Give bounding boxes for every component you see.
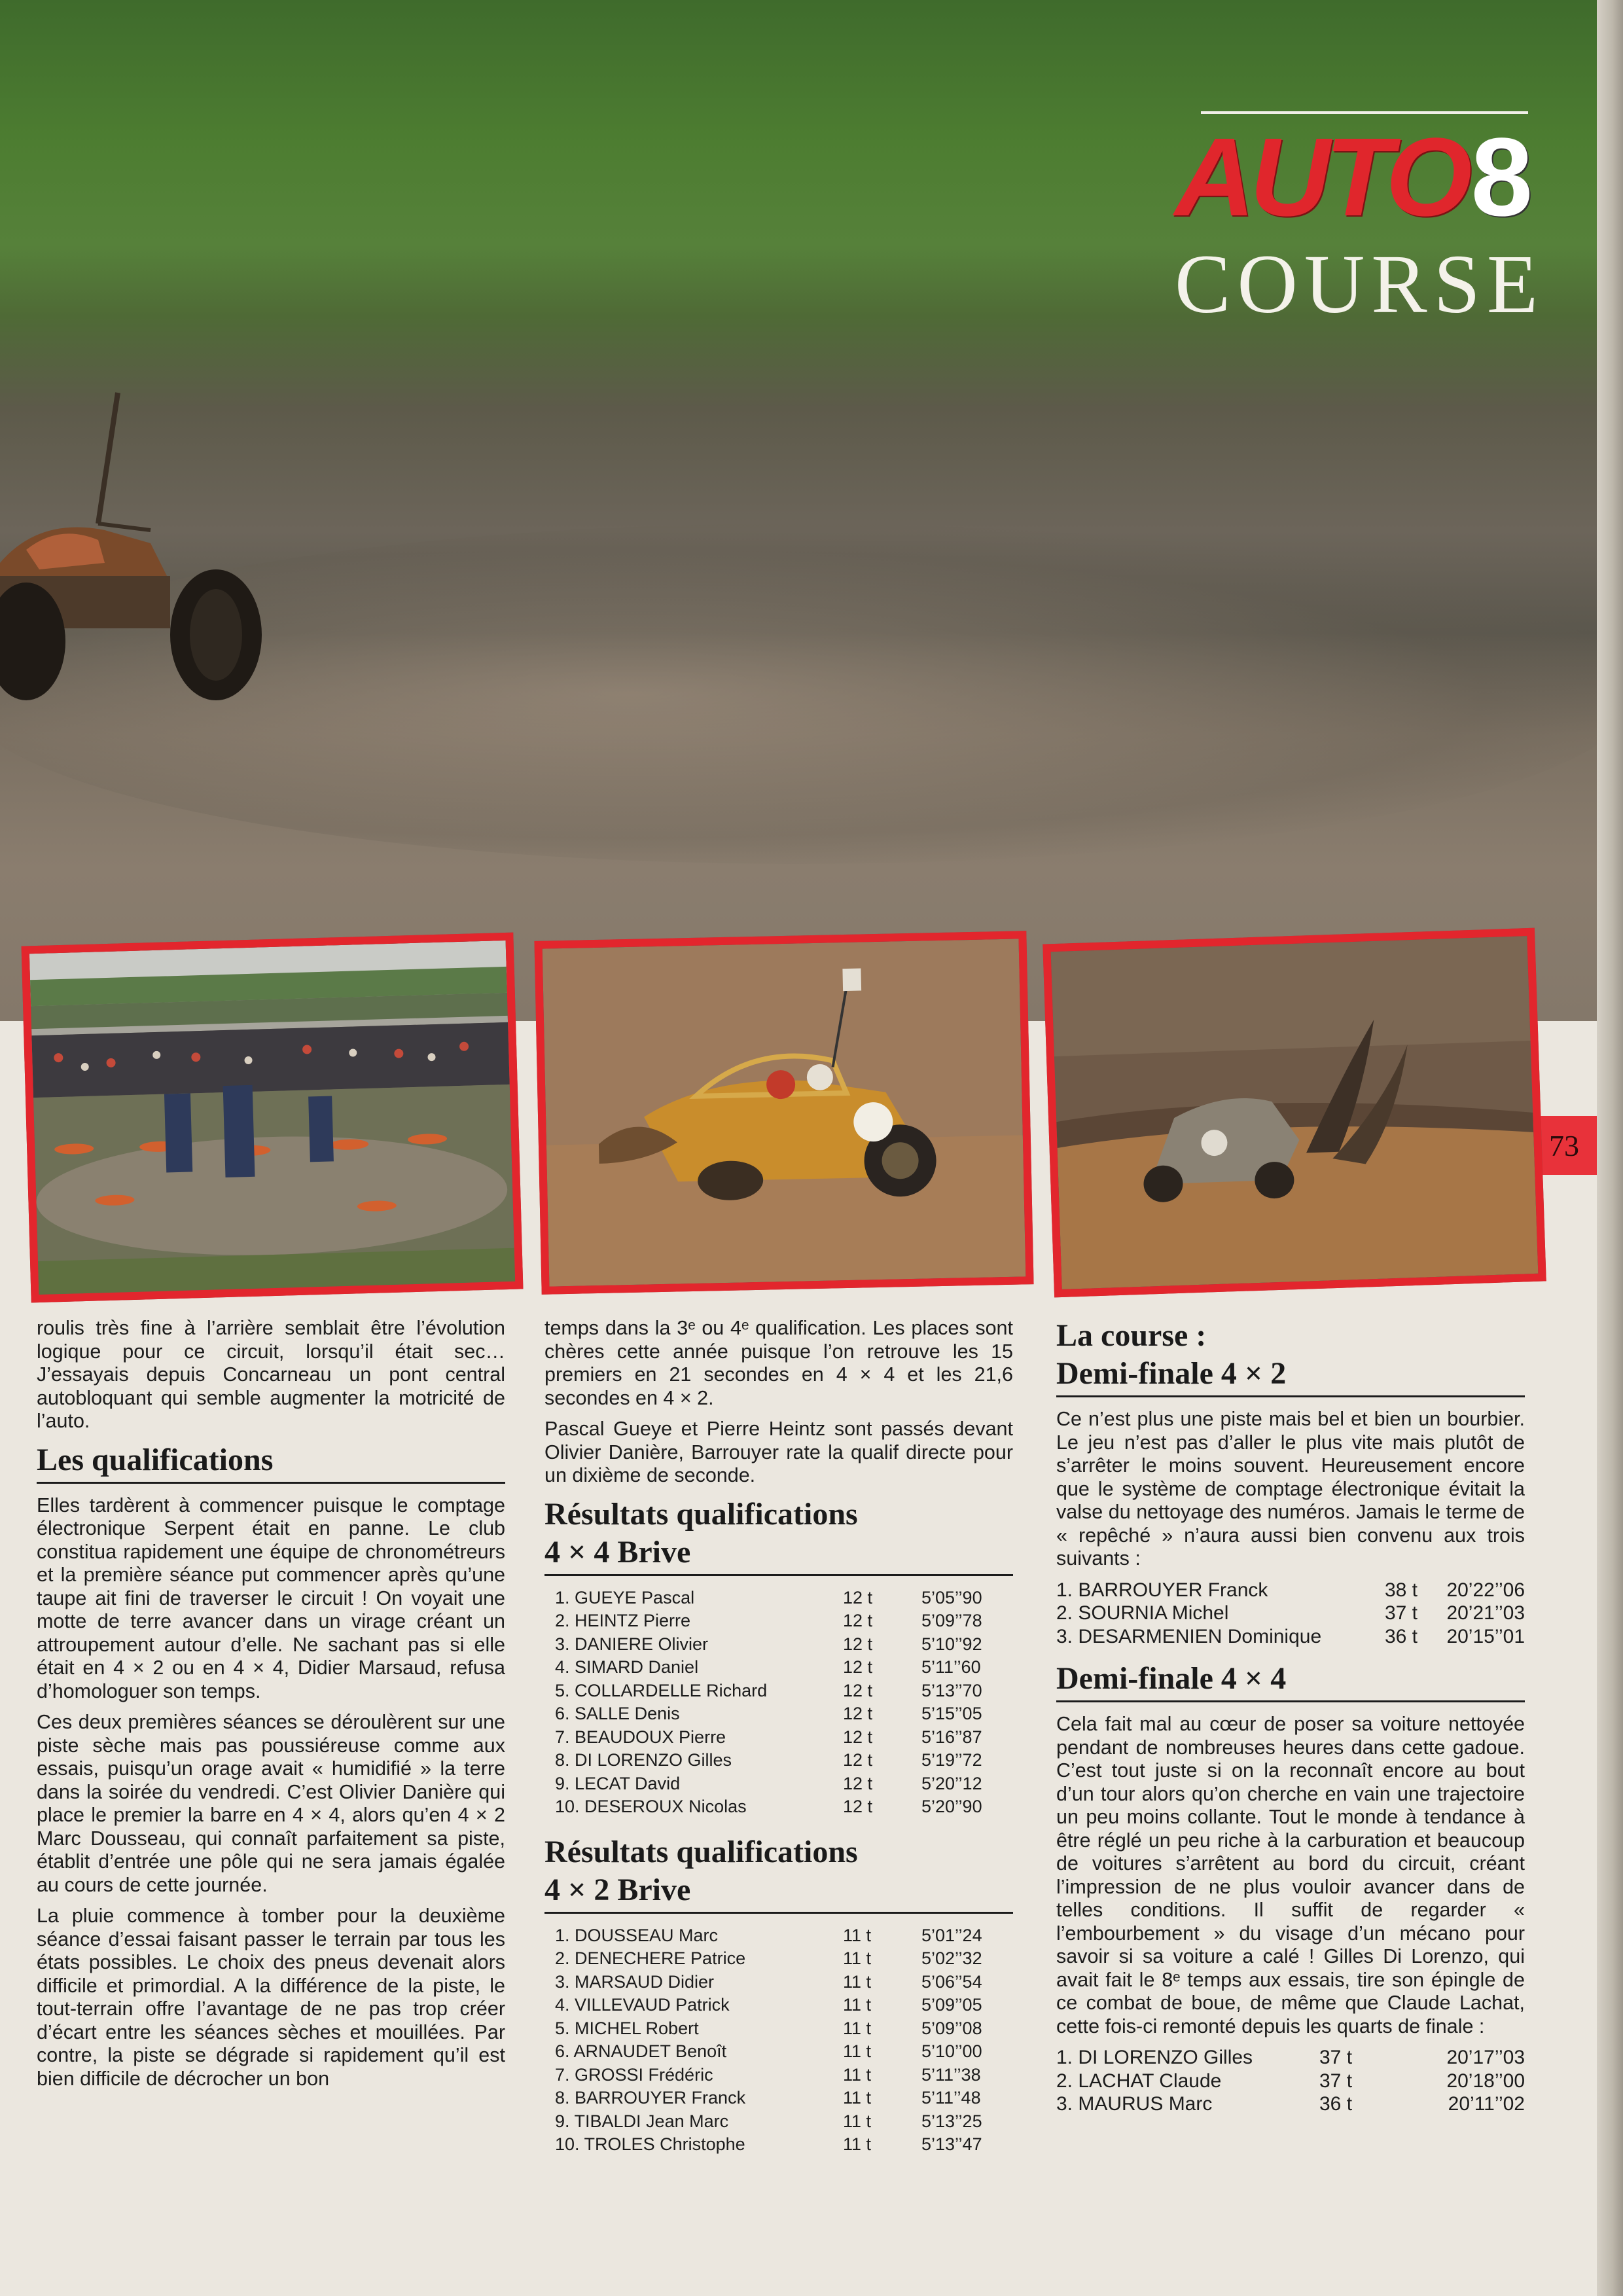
- result-time: 5’09’’78: [921, 1611, 982, 1630]
- result-laps: 12 t: [843, 1587, 873, 1607]
- result-row: [544, 1587, 1013, 1610]
- result-row: [1056, 2092, 1525, 2116]
- result-time: 5’11’’48: [921, 2088, 981, 2108]
- result-name: 8. DI LORENZO Gilles: [555, 1750, 732, 1770]
- heading-results-4x4: [544, 1496, 1013, 1576]
- result-name: 1. DI LORENZO Gilles: [1056, 2047, 1253, 2068]
- column3-paragraph-2: Cela fait mal au cœur de poser sa voiture nettoyée pendant de nombreuses heures dans cette gadoue. C’est tout juste si on la reconnaît encore au bout d’un tour alors qu’on cherche en vain une trajectoire un peu moins collante. Tout le monde à tendance à être réglé un peu riche à la carburation et beaucoup de voitures s’arrêtent au bord du circuit, créant l’impression de ne plus vouloir avancer dans de telles conditions. Il suffit de regarder « l’embourbement » du visage d’un mécano pour savoir si sa voiture a calé ! Gilles Di Lorenzo, qui avait fait le 8ᵉ temps aux essais, tire son épingle de ce combat de boue, de même que Claude Lachat, cette fois-ci remonté depuis les quarts de finale :: [1056, 1713, 1525, 2037]
- result-row: [544, 1702, 1013, 1726]
- result-time: 5’10’’00: [921, 2041, 982, 2061]
- magazine-logo: [1175, 111, 1544, 331]
- result-laps: 12 t: [843, 1611, 873, 1630]
- results-4x4-title-line2: 4 × 4 Brive: [544, 1534, 691, 1570]
- article-column-2: [544, 1317, 1013, 2171]
- semifinal-4x2-results: [1056, 1579, 1525, 1649]
- column1-paragraph-3: La pluie commence à tomber pour la deuxième séance d’essai faisant passer le terrain par tous les états possibles. Le choix des pneus devenait alors difficile et primordial. A la différence de la piste, le tout-terrain offre l’avantage de ne pas trop créer d’écart entre les séances sèches et mouillées. Par contre, la piste se dégrade si rapidement qu’il est bien difficile de décrocher un bon: [37, 1905, 505, 2090]
- column3-paragraph-1: Ce n’est plus une piste mais bel et bien un bourbier. Le jeu n’est pas d’aller le plus vite mais plutôt de s’arrêter le moins souvent. Heureusement encore que le système de comptage électronique évitait la valse du nettoyage des numéros. Jamais le terme de « repêché » n’aura aussi bien convenu aux trois suivants :: [1056, 1408, 1525, 1570]
- results-table-4x4: [544, 1587, 1013, 1819]
- photo-1-image: [29, 941, 515, 1295]
- photo-marshals-crowd: [22, 933, 524, 1303]
- result-row: [1056, 1579, 1525, 1602]
- result-time: 20’17’’03: [1446, 2047, 1525, 2068]
- result-name: 9. LECAT David: [555, 1773, 681, 1793]
- result-time: 5’15’’05: [921, 1704, 982, 1723]
- result-name: 3. DESARMENIEN Dominique: [1056, 1625, 1322, 1647]
- heading-semifinal-4x4: Demi-finale 4 × 4: [1056, 1660, 1525, 1702]
- result-row: [544, 1947, 1013, 1971]
- column1-paragraph-1: Elles tardèrent à commencer puisque le comptage électronique Serpent était en panne. Le club constitua rapidement une équipe de chronométreurs et la première séance put commencer après qu’une taupe ait fini de traverser le circuit ! On voyait une motte de terre avancer dans un virage créant un attroupement autour d’elle. Ne sachant pas si elle était en 4 × 2 ou en 4 × 4, Didier Marsaud, refusa d’homologuer son temps.: [37, 1494, 505, 1702]
- result-laps: 12 t: [843, 1704, 873, 1723]
- result-row: [544, 2133, 1013, 2157]
- results-table-4x2: [544, 1924, 1013, 2157]
- semifinal-4x4-results: [1056, 2046, 1525, 2116]
- page-number: 73: [1531, 1116, 1597, 1175]
- logo-wordmark: [1175, 115, 1533, 240]
- result-name: 4. SIMARD Daniel: [555, 1657, 699, 1677]
- result-row: [544, 1924, 1013, 1948]
- result-time: 20’21’’03: [1446, 1602, 1525, 1624]
- result-time: 20’18’’00: [1446, 2070, 1525, 2092]
- result-row: [1056, 2070, 1525, 2093]
- result-time: 5’13’’70: [921, 1680, 982, 1700]
- result-time: 20’15’’01: [1446, 1625, 1525, 1647]
- result-laps: 12 t: [843, 1797, 873, 1816]
- heading-semifinal-4x2: Demi-finale 4 × 2: [1056, 1356, 1287, 1391]
- result-row: [544, 1994, 1013, 2017]
- result-laps: 36 t: [1319, 2093, 1353, 2115]
- result-time: 5’10’’92: [921, 1634, 982, 1654]
- results-4x2-title-line1: Résultats qualifications: [544, 1834, 858, 1869]
- photo-buggy-mud-spray: [1043, 928, 1546, 1298]
- result-name: 1. DOUSSEAU Marc: [555, 1925, 719, 1945]
- result-laps: 37 t: [1319, 2070, 1353, 2092]
- result-row: [544, 1795, 1013, 1819]
- result-time: 5’11’’60: [921, 1657, 981, 1677]
- result-row: [544, 1726, 1013, 1749]
- article-column-3: [1056, 1317, 1525, 2128]
- result-laps: 36 t: [1384, 1625, 1418, 1647]
- result-row: [544, 2017, 1013, 2041]
- result-name: 2. SOURNIA Michel: [1056, 1602, 1229, 1624]
- result-laps: 11 t: [843, 2134, 872, 2154]
- heading-race: La course :: [1056, 1318, 1207, 1353]
- result-time: 20’11’’02: [1448, 2093, 1525, 2115]
- result-name: 2. HEINTZ Pierre: [555, 1611, 691, 1630]
- result-row: [544, 2087, 1013, 2110]
- page-edge: [1597, 0, 1623, 2296]
- result-name: 4. VILLEVAUD Patrick: [555, 1995, 730, 2015]
- result-name: 9. TIBALDI Jean Marc: [555, 2111, 729, 2131]
- result-time: 5’05’’90: [921, 1587, 982, 1607]
- result-name: 3. MARSAUD Didier: [555, 1971, 715, 1992]
- result-time: 5’13’’47: [921, 2134, 982, 2154]
- column2-paragraph-1: temps dans la 3ᵉ ou 4ᵉ qualification. Les places sont chères cette année puisque l’on retrouve les 15 premiers en 21 secondes en 4 × 4 et les 21,6 secondes en 4 × 2.: [544, 1317, 1013, 1409]
- result-laps: 12 t: [843, 1727, 873, 1747]
- result-laps: 11 t: [843, 1948, 872, 1968]
- result-laps: 11 t: [843, 1971, 872, 1992]
- result-laps: 12 t: [843, 1634, 873, 1654]
- result-time: 5’16’’87: [921, 1727, 982, 1747]
- result-laps: 11 t: [843, 1925, 872, 1945]
- result-name: 6. ARNAUDET Benoît: [555, 2041, 727, 2061]
- result-time: 5’20’’12: [921, 1773, 982, 1793]
- result-name: 6. SALLE Denis: [555, 1704, 680, 1723]
- result-laps: 37 t: [1319, 2047, 1353, 2068]
- heading-qualifications: Les qualifications: [37, 1441, 505, 1484]
- result-row: [1056, 2046, 1525, 2070]
- section-title: COURSE: [1175, 238, 1544, 331]
- result-laps: 12 t: [843, 1657, 873, 1677]
- column1-paragraph-2: Ces deux premières séances se déroulèrent sur une piste sèche mais pas poussiéreuse comme aux essais, puisqu’un orage avait « humidifié » la terre dans la soirée du vendredi. C’est Olivier Danière qui place le premier la barre en 4 × 4, alors qu’en 4 × 2 Marc Dousseau, qui connaît parfaitement sa piste, établit d’entrée une pôle qui ne sera jamais égalée au cours de cette journée.: [37, 1711, 505, 1896]
- hero-buggy-image: [0, 367, 275, 759]
- result-row: [544, 1772, 1013, 1796]
- result-time: 5’19’’72: [921, 1750, 982, 1770]
- result-laps: 11 t: [843, 1995, 872, 2015]
- result-row: [544, 2064, 1013, 2087]
- logo-auto: AUTO: [1175, 115, 1467, 240]
- result-time: 5’13’’25: [921, 2111, 982, 2131]
- result-name: 2. DENECHERE Patrice: [555, 1948, 746, 1968]
- result-laps: 11 t: [843, 2018, 872, 2038]
- result-name: 7. GROSSI Frédéric: [555, 2064, 713, 2085]
- result-row: [544, 1609, 1013, 1633]
- results-4x2-title-line2: 4 × 2 Brive: [544, 1872, 691, 1907]
- result-row: [544, 1633, 1013, 1657]
- result-laps: 11 t: [843, 2041, 872, 2061]
- result-row: [544, 1971, 1013, 1994]
- result-row: [1056, 1625, 1525, 1649]
- result-laps: 11 t: [843, 2111, 872, 2131]
- result-laps: 12 t: [843, 1773, 873, 1793]
- results-4x4-title-line1: Résultats qualifications: [544, 1496, 858, 1532]
- result-time: 5’01’’24: [921, 1925, 982, 1945]
- column2-paragraph-2: Pascal Gueye et Pierre Heintz sont passés devant Olivier Danière, Barrouyer rate la qualif directe pour un dixième de seconde.: [544, 1418, 1013, 1486]
- result-time: 5’11’’38: [921, 2064, 981, 2085]
- result-time: 5’06’’54: [921, 1971, 982, 1992]
- result-time: 5’20’’90: [921, 1797, 982, 1816]
- photo-2-image: [543, 939, 1026, 1286]
- article-column-1: [37, 1317, 505, 2098]
- result-laps: 11 t: [843, 2064, 872, 2085]
- result-name: 3. DANIERE Olivier: [555, 1634, 709, 1654]
- result-name: 5. MICHEL Robert: [555, 2018, 699, 2038]
- result-time: 5’09’’05: [921, 1995, 982, 2015]
- result-row: [544, 2110, 1013, 2134]
- result-laps: 12 t: [843, 1750, 873, 1770]
- logo-rule: [1201, 111, 1528, 114]
- heading-results-4x2: [544, 1833, 1013, 1914]
- logo-eight: 8: [1471, 115, 1533, 240]
- result-name: 5. COLLARDELLE Richard: [555, 1680, 768, 1700]
- result-time: 20’22’’06: [1446, 1579, 1525, 1601]
- photo-yellow-buggy-water: [534, 931, 1033, 1295]
- result-name: 10. TROLES Christophe: [555, 2134, 745, 2154]
- result-name: 2. LACHAT Claude: [1056, 2070, 1222, 2092]
- result-name: 1. GUEYE Pascal: [555, 1587, 695, 1607]
- result-row: [544, 2040, 1013, 2064]
- result-laps: 12 t: [843, 1680, 873, 1700]
- result-name: 1. BARROUYER Franck: [1056, 1579, 1268, 1601]
- result-name: 7. BEAUDOUX Pierre: [555, 1727, 726, 1747]
- result-laps: 11 t: [843, 2088, 872, 2108]
- result-time: 5’02’’32: [921, 1948, 982, 1968]
- result-row: [1056, 1602, 1525, 1625]
- result-laps: 38 t: [1384, 1579, 1418, 1601]
- column1-intro: roulis très fine à l’arrière semblait être l’évolution logique pour ce circuit, lorsqu’il était sec… J’essayais depuis Concarneau un pont central autobloquant qui semble augmenter la motricité de l’auto.: [37, 1317, 505, 1432]
- photo-3-image: [1051, 936, 1539, 1289]
- heading-race-semifinal-4x2: [1056, 1317, 1525, 1397]
- result-name: 10. DESEROUX Nicolas: [555, 1797, 747, 1816]
- result-row: [544, 1679, 1013, 1703]
- result-row: [544, 1749, 1013, 1772]
- result-row: [544, 1656, 1013, 1679]
- result-name: 3. MAURUS Marc: [1056, 2093, 1213, 2115]
- result-name: 8. BARROUYER Franck: [555, 2088, 746, 2108]
- result-laps: 37 t: [1384, 1602, 1418, 1624]
- result-time: 5’09’’08: [921, 2018, 982, 2038]
